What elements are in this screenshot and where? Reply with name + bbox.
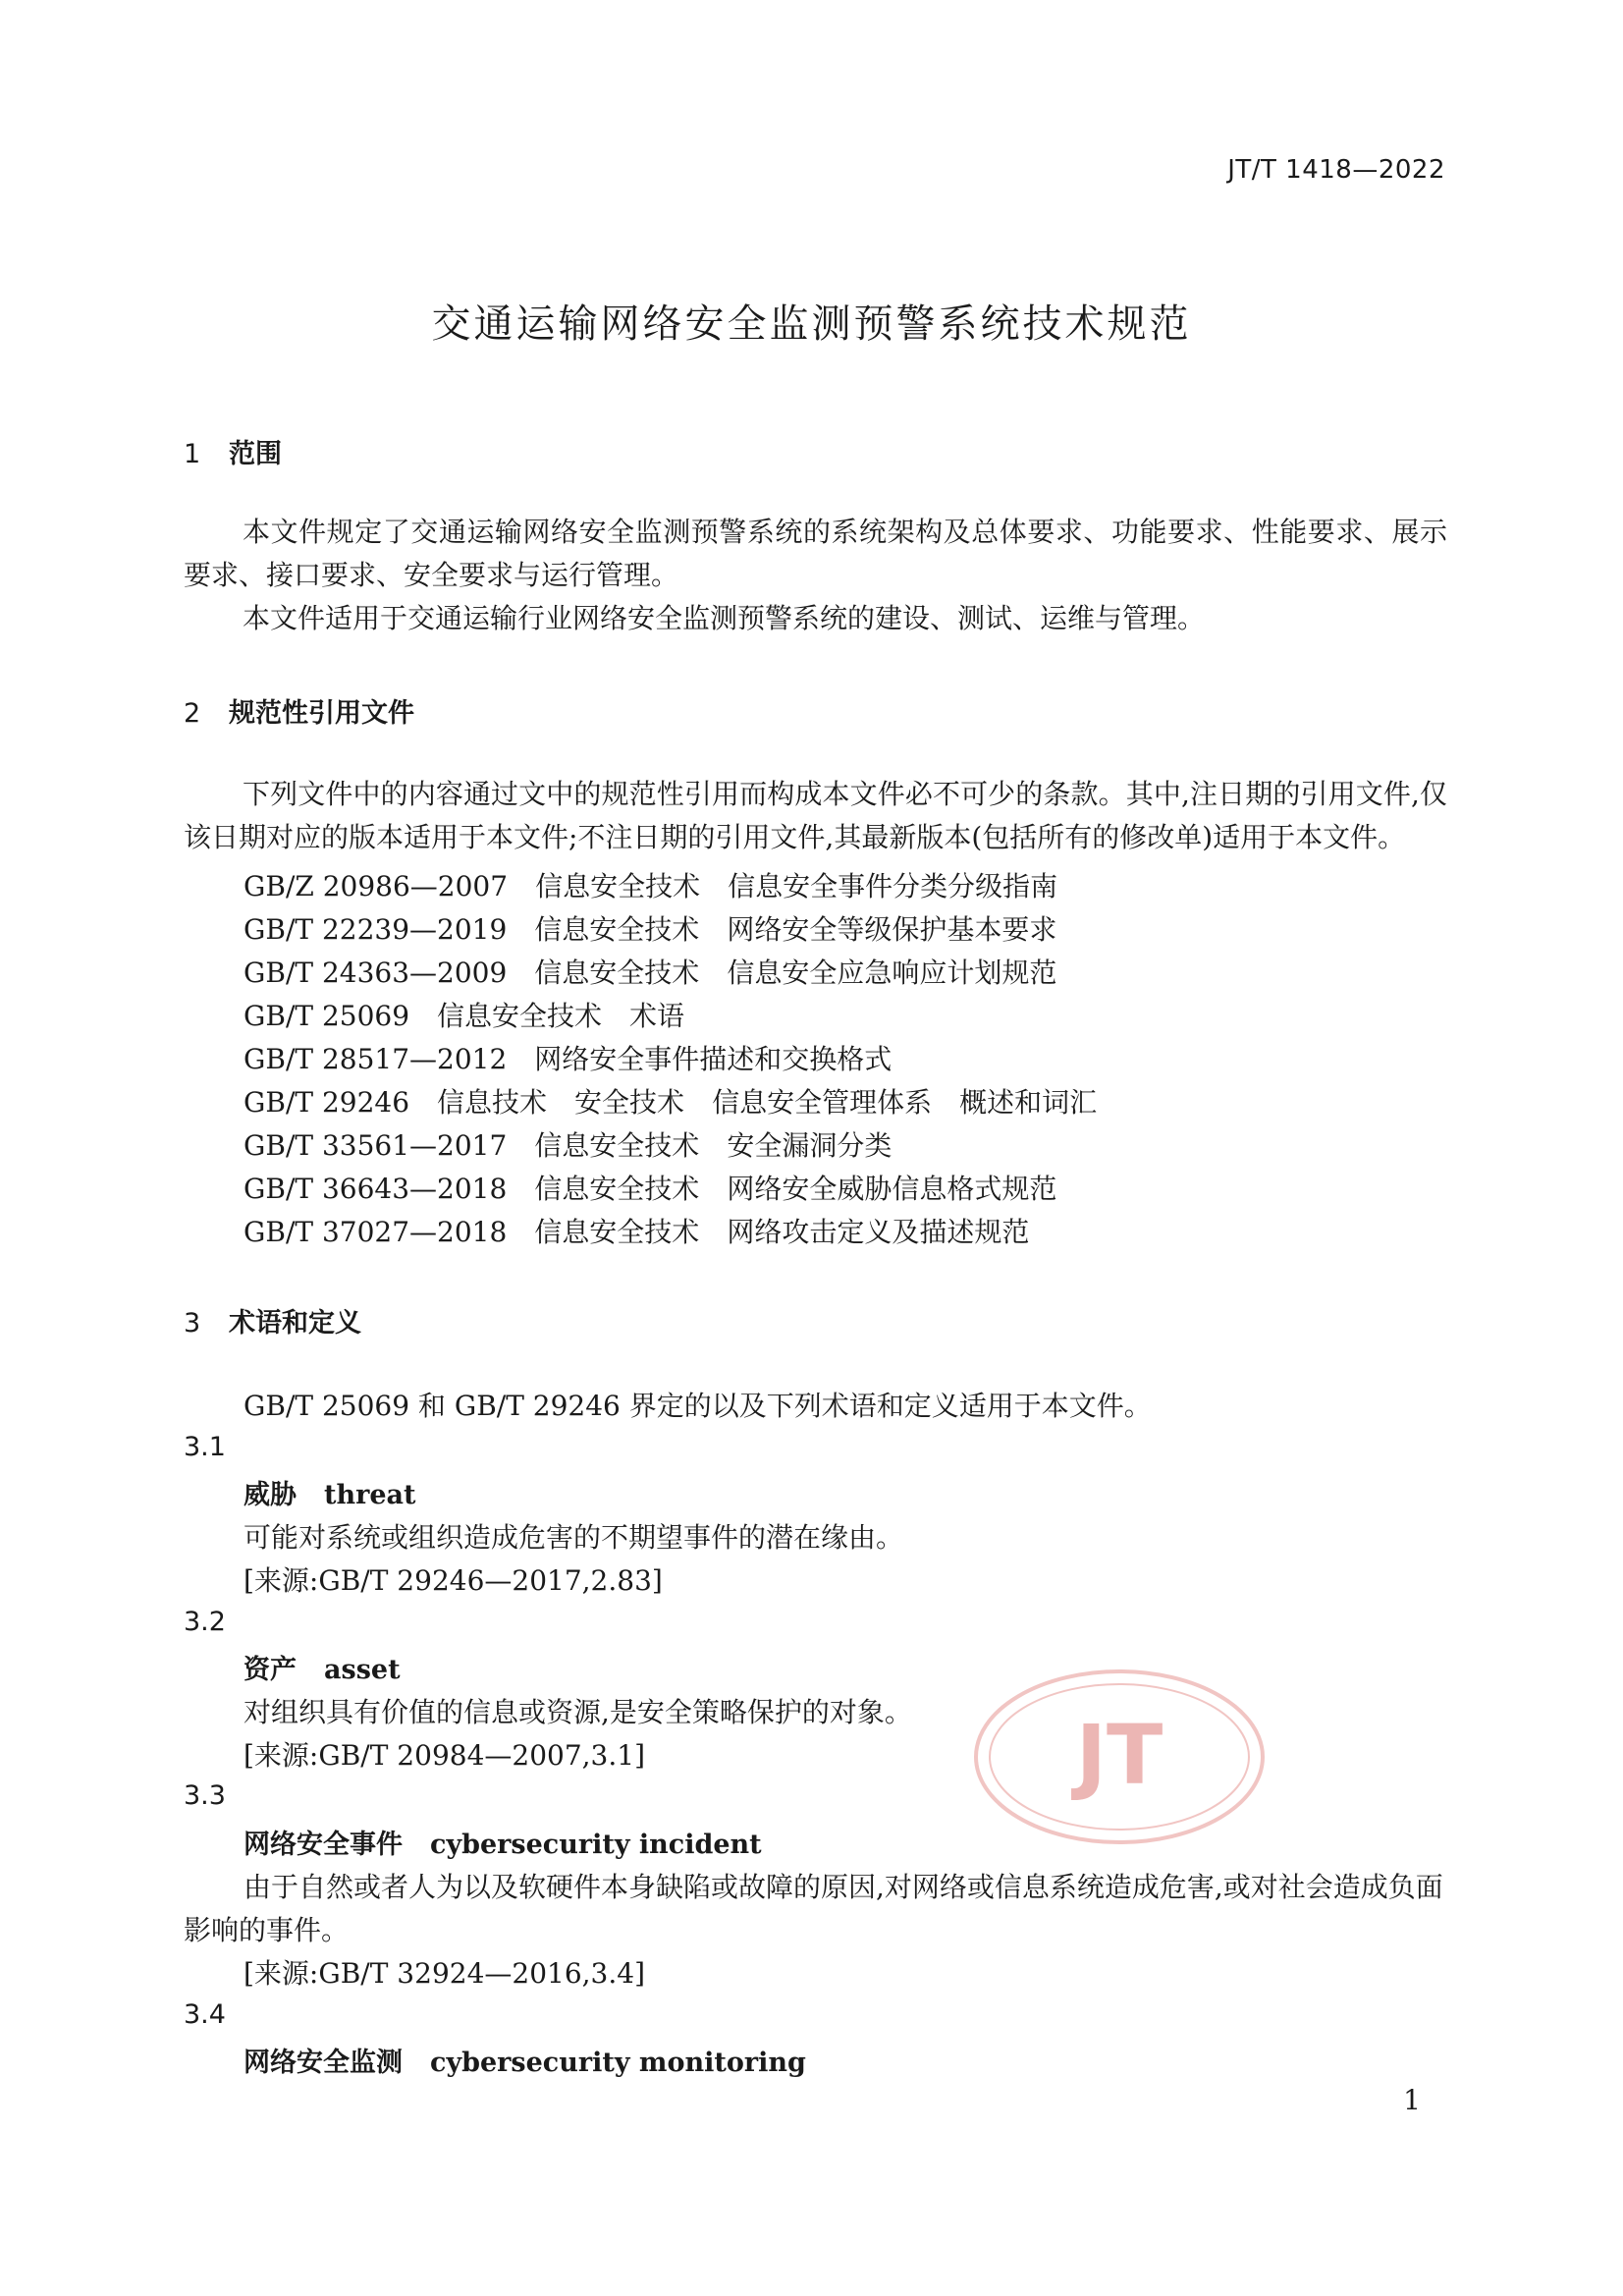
reference-title-part: 信息安全技术: [534, 1129, 700, 1162]
section-1-paragraph-2: 本文件适用于交通运输行业网络安全监测预警系统的建设、测试、运维与管理。: [243, 602, 1206, 634]
term-heading: [243, 1473, 415, 1511]
section-number: 3: [184, 1308, 201, 1339]
reference-title-part: 信息安全管理体系: [712, 1086, 933, 1119]
reference-id: GB/T 33561—2017: [243, 1129, 508, 1162]
reference-id: GB/T 25069: [243, 1000, 410, 1032]
term-definition: 可能对系统或组织造成危害的不期望事件的潜在缘由。: [243, 1521, 904, 1554]
reference-title-part: 信息安全技术: [437, 1000, 603, 1032]
section-number: 1: [184, 439, 201, 469]
reference-id: GB/T 29246: [243, 1086, 410, 1119]
section-3-intro: GB/T 25069 和 GB/T 29246 界定的以及下列术语和定义适用于本文件。: [243, 1390, 1152, 1422]
reference-title-part: 信息安全技术: [534, 957, 700, 989]
reference-item: [243, 952, 1056, 991]
reference-title-part: 信息技术: [437, 1086, 548, 1119]
section-1-paragraph-1: 本文件规定了交通运输网络安全监测预警系统的系统架构及总体要求、功能要求、性能要求、展示要求、接口要求、安全要求与运行管理。: [184, 516, 1447, 591]
term-definition: 由于自然或者人为以及软硬件本身缺陷或故障的原因,对网络或信息系统造成危害,或对社会造成负面影响的事件。: [184, 1871, 1443, 1946]
reference-title-part: 术语: [629, 1000, 685, 1032]
reference-title-part: 安全技术: [574, 1086, 685, 1119]
term-chinese: 网络安全监测: [243, 2048, 403, 2078]
term-english: asset: [324, 1655, 401, 1685]
term-number: 3.2: [184, 1607, 226, 1637]
reference-id: GB/T 24363—2009: [243, 957, 508, 989]
reference-title-part: 概述和词汇: [959, 1086, 1098, 1119]
reference-title-part: 网络安全等级保护基本要求: [727, 913, 1057, 946]
term-number: 3.4: [184, 1999, 226, 2030]
reference-title-part: 信息安全应急响应计划规范: [727, 957, 1057, 989]
term-number: 3.3: [184, 1780, 226, 1811]
term-chinese: 资产: [243, 1655, 297, 1685]
reference-id: GB/T 37027—2018: [243, 1216, 508, 1248]
reference-item: [243, 1081, 1097, 1121]
section-2-paragraph: 下列文件中的内容通过文中的规范性引用而构成本文件必不可少的条款。其中,注日期的引用文件,仅该日期对应的版本适用于本文件;不注日期的引用文件,其最新版本(包括所有的修改单)适用于本文件。: [184, 778, 1447, 853]
reference-item: [243, 995, 684, 1034]
reference-item: [243, 1124, 892, 1164]
term-definition: 对组织具有价值的信息或资源,是安全策略保护的对象。: [243, 1696, 912, 1728]
standard-code: JT/T 1418—2022: [1227, 155, 1445, 185]
reference-title-part: 网络安全事件描述和交换格式: [534, 1043, 893, 1075]
section-title: 规范性引用文件: [229, 698, 414, 729]
reference-id: GB/Z 20986—2007: [243, 870, 509, 902]
reference-title-part: 网络安全威胁信息格式规范: [727, 1173, 1057, 1205]
reference-title-part: 信息安全技术: [534, 913, 700, 946]
section-3-heading: [184, 1301, 361, 1339]
section-1-heading: [184, 432, 282, 470]
section-2-heading: [184, 691, 414, 730]
reference-title-part: 信息安全技术: [534, 1173, 700, 1205]
term-heading: [243, 1823, 762, 1861]
document-title: 交通运输网络安全监测预警系统技术规范: [431, 301, 1192, 347]
jt-watermark-seal: [972, 1667, 1267, 1846]
reference-item: [243, 1211, 1029, 1250]
section-number: 2: [184, 698, 201, 729]
page-number: 1: [1403, 2084, 1421, 2116]
term-heading: [243, 1648, 401, 1686]
watermark-text: JT: [1075, 1707, 1163, 1803]
term-number: 3.1: [184, 1432, 226, 1462]
term-chinese: 网络安全事件: [243, 1830, 403, 1860]
reference-title-part: 安全漏洞分类: [727, 1129, 893, 1162]
term-source: [来源:GB/T 32924—2016,3.4]: [243, 1957, 645, 1990]
reference-item: [243, 1038, 892, 1077]
term-source: [来源:GB/T 29246—2017,2.83]: [243, 1564, 663, 1597]
section-title: 术语和定义: [229, 1308, 361, 1339]
reference-id: GB/T 36643—2018: [243, 1173, 508, 1205]
reference-item: [243, 908, 1056, 948]
reference-title-part: 网络攻击定义及描述规范: [727, 1216, 1030, 1248]
reference-title-part: 信息安全事件分类分级指南: [728, 870, 1058, 902]
reference-item: [243, 1168, 1056, 1207]
reference-id: GB/T 28517—2012: [243, 1043, 508, 1075]
term-english: cybersecurity monitoring: [430, 2048, 806, 2078]
term-chinese: 威胁: [243, 1480, 297, 1510]
section-title: 范围: [229, 439, 282, 469]
term-english: threat: [324, 1480, 416, 1510]
reference-item: [243, 865, 1057, 904]
reference-id: GB/T 22239—2019: [243, 913, 508, 946]
term-english: cybersecurity incident: [430, 1830, 762, 1860]
term-source: [来源:GB/T 20984—2007,3.1]: [243, 1739, 645, 1772]
reference-title-part: 信息安全技术: [534, 1216, 700, 1248]
term-heading: [243, 2041, 806, 2079]
reference-title-part: 信息安全技术: [535, 870, 701, 902]
